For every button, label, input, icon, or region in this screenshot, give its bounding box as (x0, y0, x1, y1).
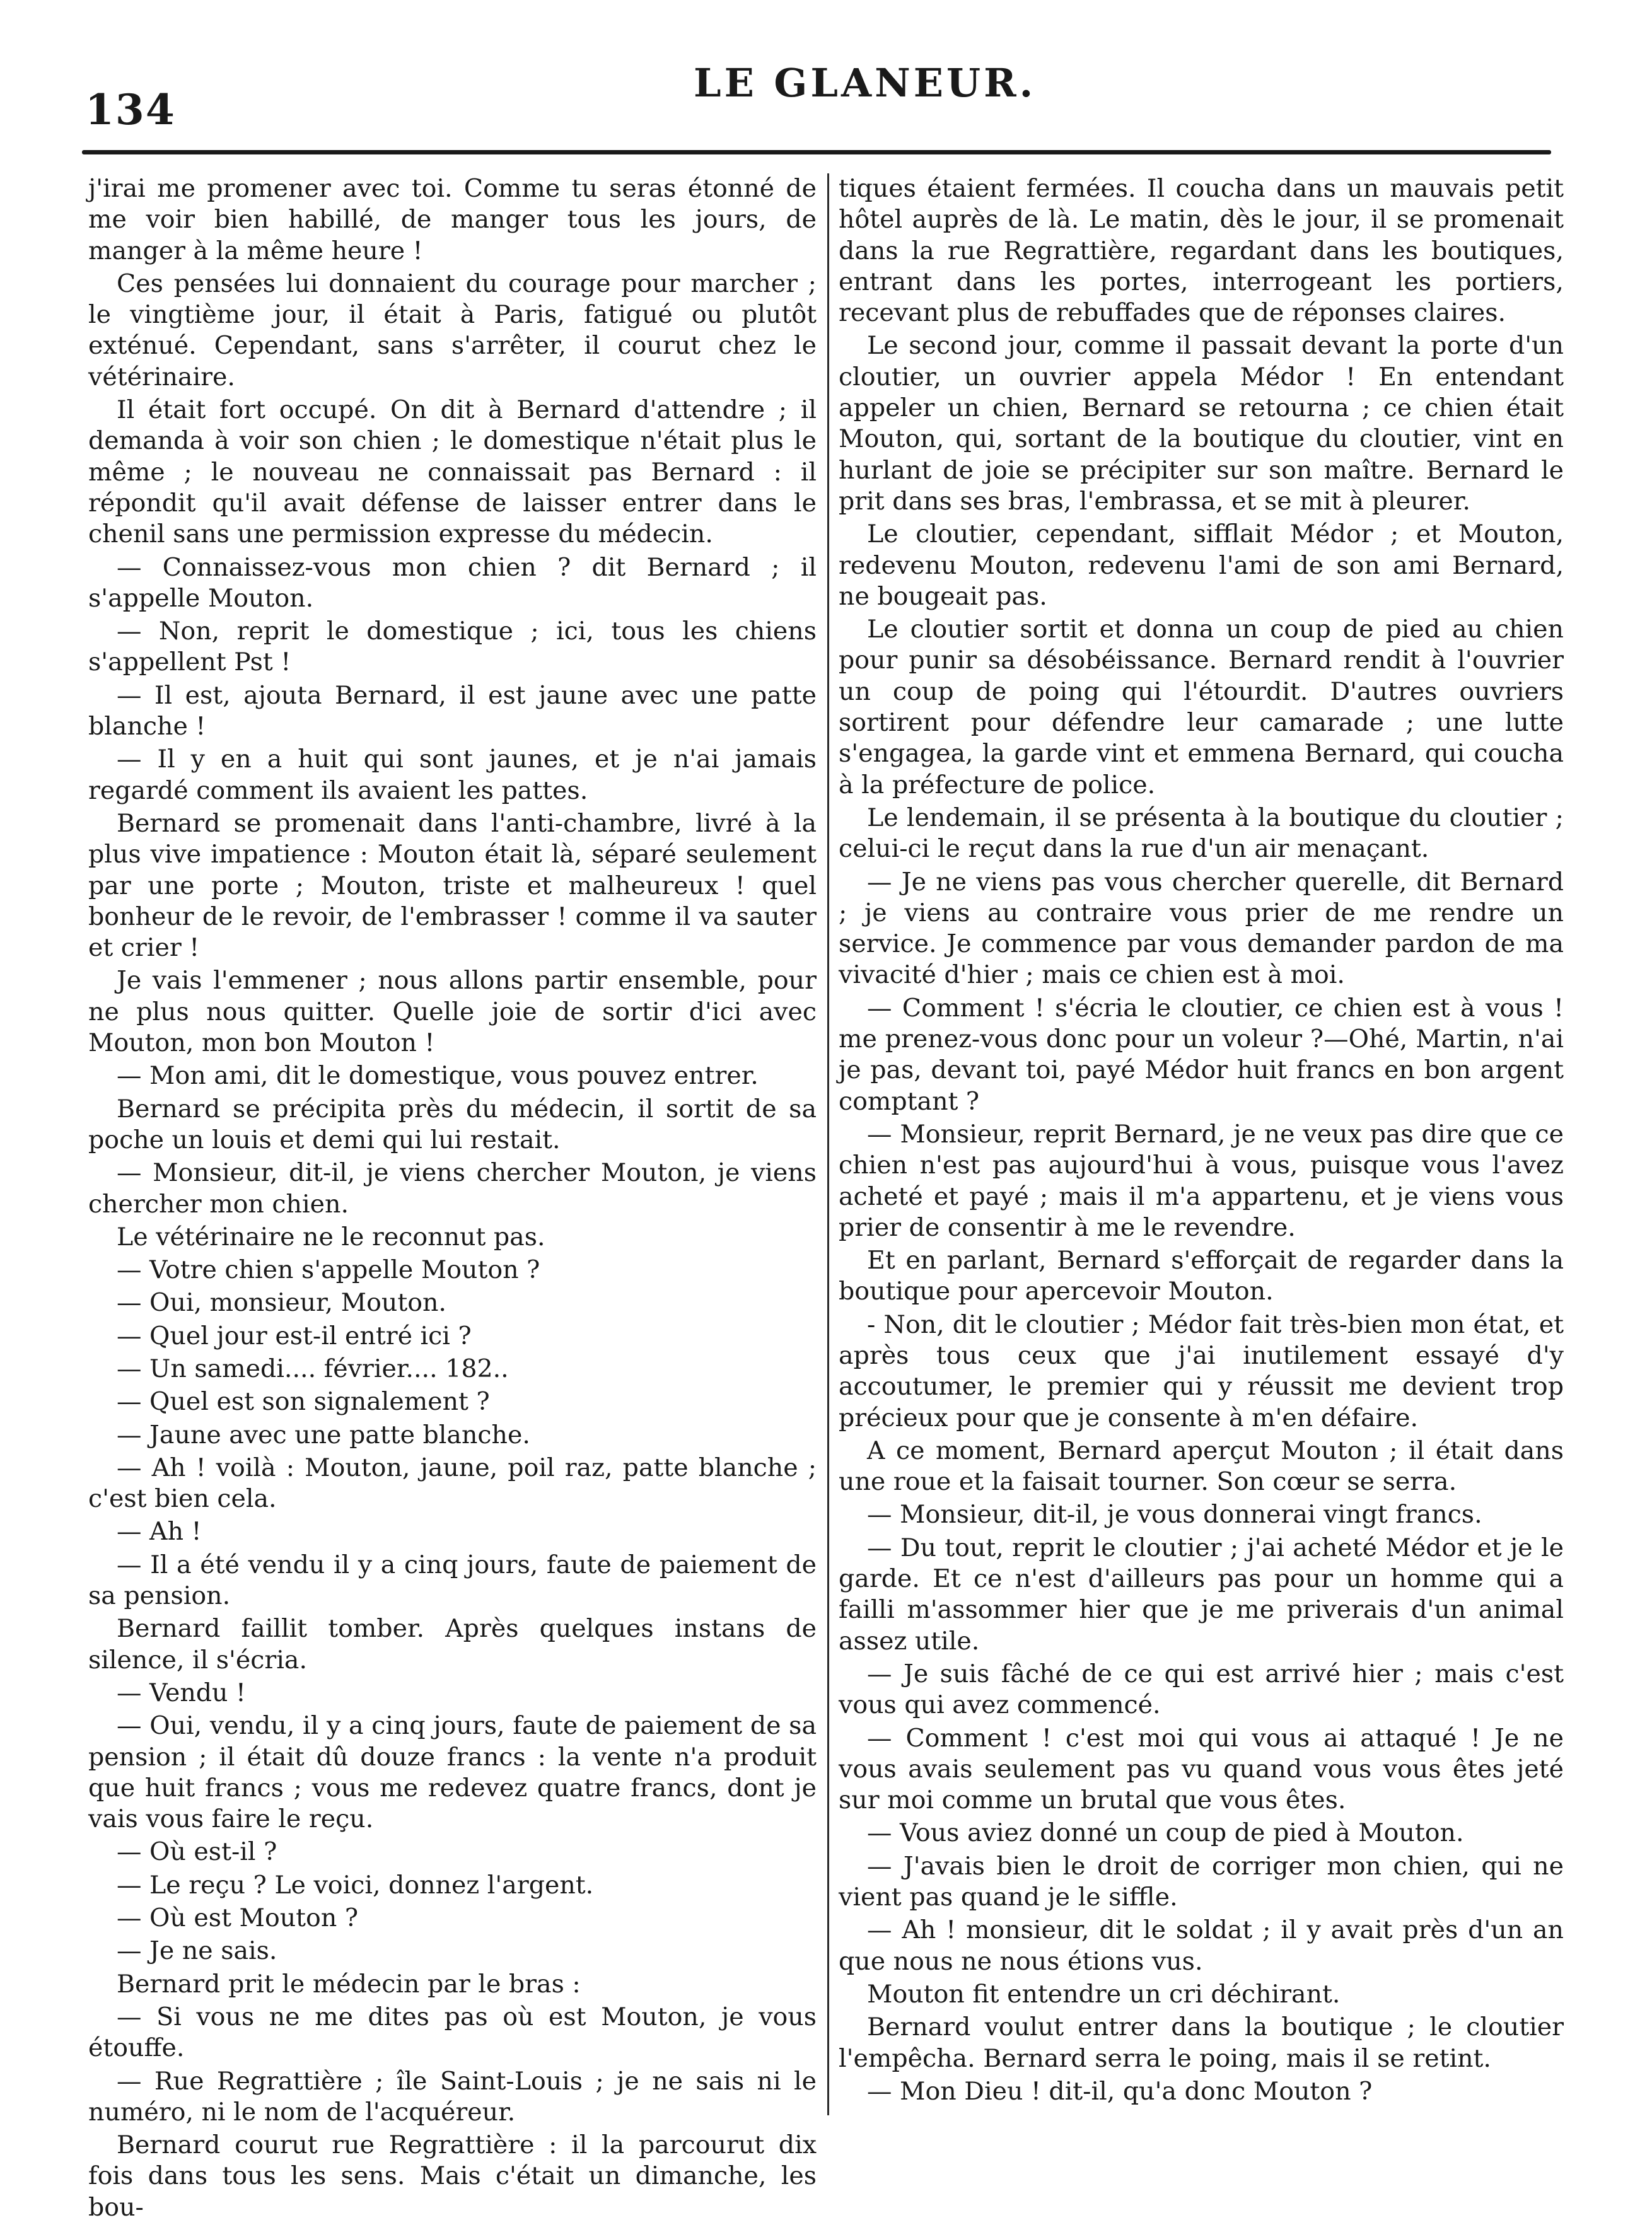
paragraph: — Monsieur, dit-il, je viens chercher Mouton, je viens chercher mon chien. (88, 1158, 817, 1219)
paragraph: Bernard faillit tomber. Après quelques instans de silence, il s'écria. (88, 1614, 817, 1675)
paragraph: - Non, dit le cloutier ; Médor fait très-bien mon état, et après tous ceux que j'ai inutilement essayé d'y accoutumer, le premier qui y réussit me devient trop précieux pour que je consente à m'en défaire. (839, 1310, 1564, 1432)
paragraph: — Je ne viens pas vous chercher querelle, dit Bernard ; je viens au contraire vous prier de me rendre un service. Je commence par vous demander pardon de ma vivacité d'hier ; mais ce chien est à moi. (839, 867, 1564, 990)
paragraph: Mouton fit entendre un cri déchirant. (867, 1979, 1341, 2009)
paragraph: — Quel jour est-il entré ici ? (117, 1321, 472, 1351)
paragraph: — Je ne sais. (117, 1936, 277, 1966)
paragraph: — Monsieur, reprit Bernard, je ne veux pas dire que ce chien n'est pas aujourd'hui à vous, puisque vous l'avez acheté et payé ; mais il m'a appartenu, et je viens vous prier de consentir à me le revendre. (839, 1119, 1564, 1242)
paragraph: — Votre chien s'appelle Mouton ? (117, 1255, 540, 1285)
paragraph: — Il y en a huit qui sont jaunes, et je n'ai jamais regardé comment ils avaient les pattes. (88, 745, 817, 805)
paragraph: — Oui, monsieur, Mouton. (117, 1288, 446, 1318)
paragraph: — Où est Mouton ? (117, 1903, 359, 1933)
paragraph: tiques étaient fermées. Il coucha dans un mauvais petit hôtel auprès de là. Le matin, dès le jour, il se promenait dans la rue Regrattière, regardant dans les boutiques, entrant dans les portes, interrogeant les portiers, recevant plus de rebuffades que de réponses claires. (839, 174, 1564, 328)
paragraph: — Si vous ne me dites pas où est Mouton, je vous étouffe. (88, 2002, 817, 2063)
paragraph: — Il est, ajouta Bernard, il est jaune avec une patte blanche ! (88, 680, 817, 741)
paragraph: Bernard se promenait dans l'anti-chambre, livré à la plus vive impatience : Mouton était là, séparé seulement par une porte ; Mouton, triste et malheureux ! quel bonheur de le revoir, de l'embrasser ! comme il va sauter et crier ! (88, 808, 817, 963)
paragraph: — Ah ! voilà : Mouton, jaune, poil raz, patte blanche ; c'est bien cela. (88, 1453, 817, 1514)
paragraph: — Où est-il ? (117, 1837, 277, 1867)
paragraph: — Vous aviez donné un coup de pied à Mouton. (867, 1818, 1464, 1848)
paragraph: — Mon ami, dit le domestique, vous pouvez entrer. (117, 1061, 759, 1091)
paragraph: — Il a été vendu il y a cinq jours, faute de paiement de sa pension. (88, 1550, 817, 1611)
paragraph: — J'avais bien le droit de corriger mon chien, qui ne vient pas quand je le siffle. (839, 1851, 1564, 1912)
paragraph: Le second jour, comme il passait devant la porte d'un cloutier, un ouvrier appela Médor ! En entendant appeler un chien, Bernard se retourna ; ce chien était Mouton, qui, sortant de la boutique du cloutier, vint en hurlant de joie se précipiter sur son maître. Bernard le prit dans ses bras, l'embrassa, et se mit à pleurer. (839, 331, 1564, 516)
header-rule (82, 150, 1551, 154)
paragraph: — Un samedi.... février.... 182.. (117, 1354, 509, 1383)
paragraph: — Vendu ! (117, 1678, 246, 1707)
paragraph: A ce moment, Bernard aperçut Mouton ; il était dans une roue et la faisait tourner. Son cœur se serra. (839, 1436, 1564, 1497)
paragraph: Il était fort occupé. On dit à Bernard d'attendre ; il demanda à voir son chien ; le domestique n'était plus le même ; le nouveau ne connaissait pas Bernard : il répondit qu'il avait défense de laisser entrer dans le chenil sans une permission expresse du médecin. (88, 395, 817, 549)
right-column (839, 173, 1564, 2109)
paragraph: — Le reçu ? Le voici, donnez l'argent. (117, 1870, 594, 1900)
paragraph: — Monsieur, dit-il, je vous donnerai vingt francs. (867, 1500, 1482, 1530)
paragraph: Bernard se précipita près du médecin, il sortit de sa poche un louis et demi qui lui restait. (88, 1094, 817, 1154)
paragraph: — Jaune avec une patte blanche. (117, 1420, 530, 1449)
paragraph: — Non, reprit le domestique ; ici, tous les chiens s'appellent Pst ! (88, 617, 817, 677)
paragraph: — Comment ! c'est moi qui vous ai attaqué ! Je ne vous avais seulement pas vu quand vous vous êtes jeté sur moi comme un brutal que vous êtes. (839, 1723, 1564, 1815)
paragraph: Et en parlant, Bernard s'efforçait de regarder dans la boutique pour apercevoir Mouton. (839, 1246, 1564, 1306)
paragraph: — Oui, vendu, il y a cinq jours, faute de paiement de sa pension ; il était dû douze francs : la vente n'a produit que huit francs ; vous me redevez quatre francs, dont je vais vous faire le reçu. (88, 1711, 817, 1834)
paragraph: Bernard voulut entrer dans la boutique ; le cloutier l'empêcha. Bernard serra le poing, mais il se retint. (839, 2013, 1564, 2073)
paragraph: Le cloutier, cependant, sifflait Médor ; et Mouton, redevenu Mouton, redevenu l'ami de son ami Bernard, ne bougeait pas. (839, 520, 1564, 611)
paragraph: — Connaissez-vous mon chien ? dit Bernard ; il s'appelle Mouton. (88, 552, 817, 613)
column-divider (827, 173, 829, 2115)
paragraph: — Du tout, reprit le cloutier ; j'ai acheté Médor et je le garde. Et ce n'est d'ailleurs pas pour un homme qui a failli m'assommer hier que je me priverais d'un animal assez utile. (839, 1533, 1564, 1656)
paragraph: Le cloutier sortit et donna un coup de pied au chien pour punir sa désobéissance. Bernard rendit à l'ouvrier un coup de poing qui l'étourdit. D'autres ouvriers sortirent pour défendre leur camarade ; une lutte s'engagea, la garde vint et emmena Bernard, qui coucha à la préfecture de police. (839, 615, 1564, 799)
page-number: 134 (85, 85, 176, 134)
page-title: LE GLANEUR. (694, 60, 1037, 106)
paragraph: Bernard courut rue Regrattière : il la parcourut dix fois dans tous les sens. Mais c'était un dimanche, les bou- (88, 2130, 817, 2222)
paragraph: — Quel est son signalement ? (117, 1387, 490, 1417)
paragraph: j'irai me promener avec toi. Comme tu seras étonné de me voir bien habillé, de manger tous les jours, de manger à la même heure ! (88, 174, 817, 265)
paragraph: — Rue Regrattière ; île Saint-Louis ; je ne sais ni le numéro, ni le nom de l'acquéreur. (88, 2066, 817, 2127)
paragraph: — Ah ! (117, 1517, 202, 1547)
paragraph: Le vétérinaire ne le reconnut pas. (117, 1222, 545, 1252)
paragraph: — Comment ! s'écria le cloutier, ce chien est à vous ! me prenez-vous donc pour un voleur ?—Ohé, Martin, n'ai je pas, devant toi, payé Médor huit francs en bon argent comptant ? (839, 993, 1564, 1116)
paragraph: Le lendemain, il se présenta à la boutique du cloutier ; celui-ci le reçut dans la rue d'un air menaçant. (839, 803, 1564, 864)
paragraph: — Je suis fâché de ce qui est arrivé hier ; mais c'est vous qui avez commencé. (839, 1659, 1564, 1720)
paragraph: Bernard prit le médecin par le bras : (117, 1969, 581, 1999)
paragraph: Ces pensées lui donnaient du courage pour marcher ; le vingtième jour, il était à Paris, fatigué ou plutôt exténué. Cependant, sans s'arrêter, il courut chez le vétérinaire. (88, 269, 817, 392)
paragraph: Je vais l'emmener ; nous allons partir ensemble, pour ne plus nous quitter. Quelle joie de sortir d'ici avec Mouton, mon bon Mouton ! (88, 966, 817, 1058)
paragraph: — Mon Dieu ! dit-il, qu'a donc Mouton ? (867, 2076, 1373, 2106)
paragraph: — Ah ! monsieur, dit le soldat ; il y avait près d'un an que nous ne nous étions vus. (839, 1915, 1564, 1976)
left-column (88, 173, 817, 2225)
